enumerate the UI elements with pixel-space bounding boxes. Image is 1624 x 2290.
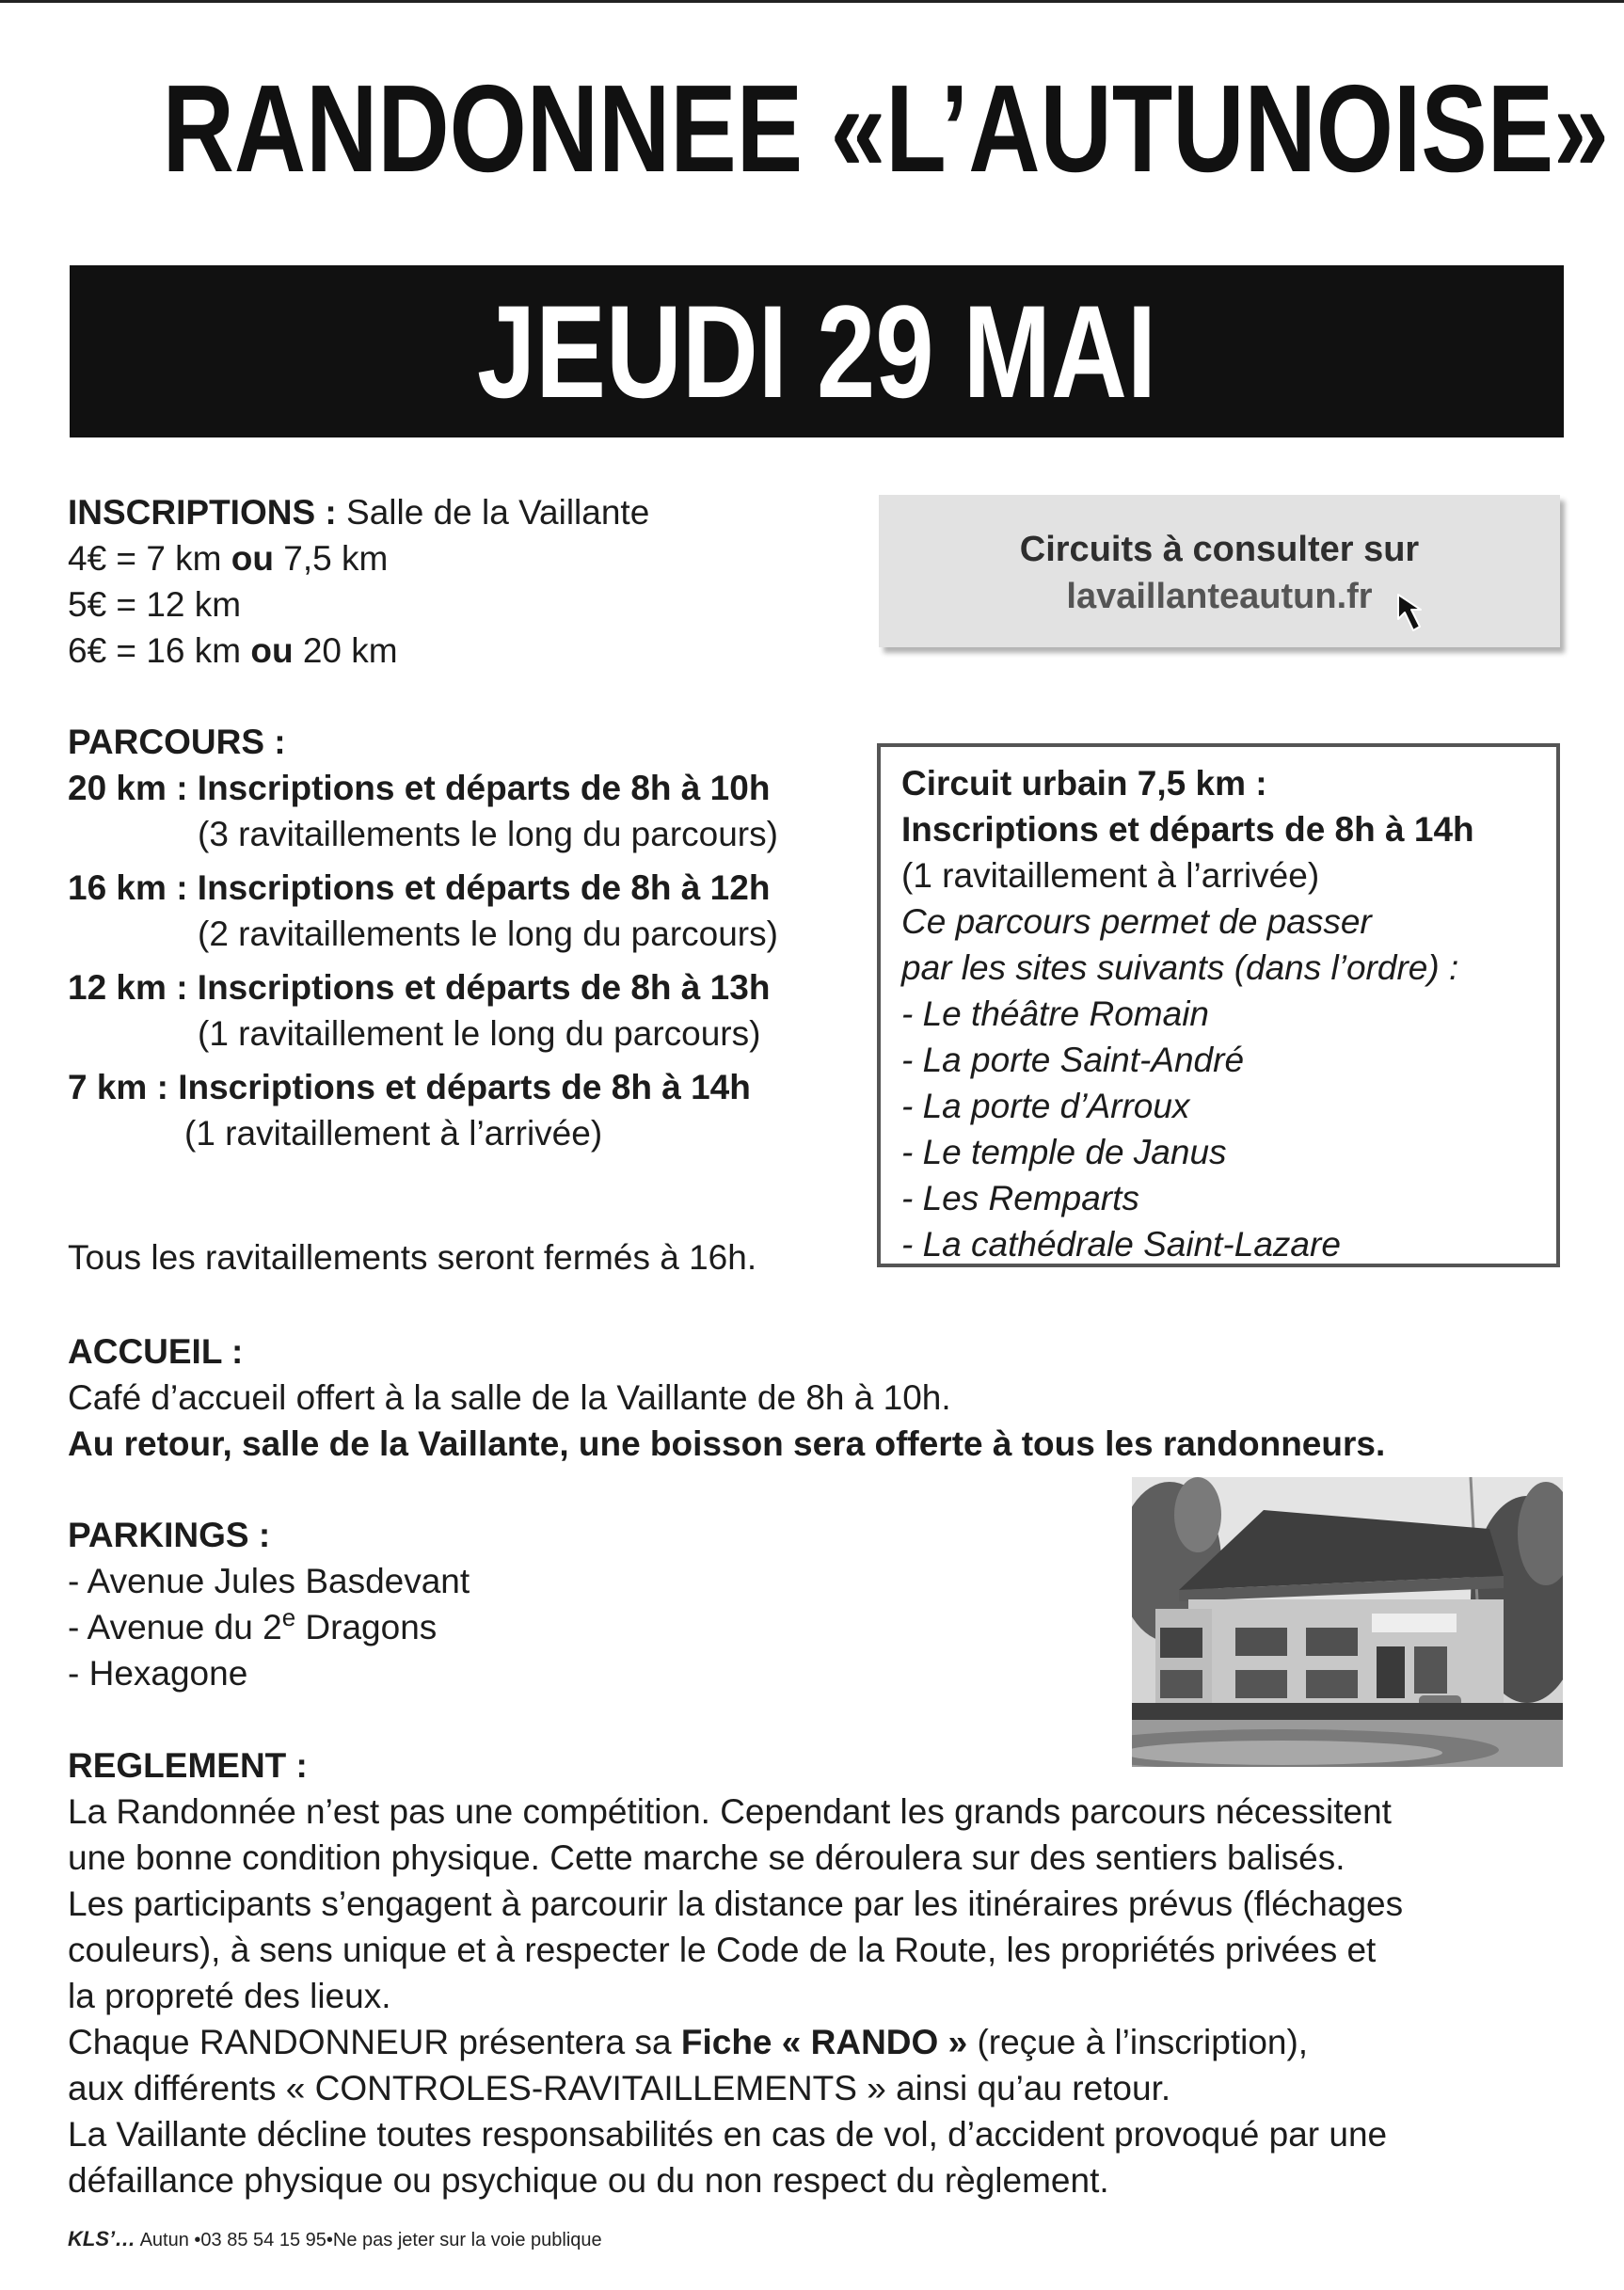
circuit-site: - Les Remparts — [901, 1179, 1139, 1217]
accueil-line: Au retour, salle de la Vaillante, une boisson sera offerte à tous les randonneurs. — [68, 1424, 1386, 1463]
circuit-subtitle: Inscriptions et départs de 8h à 14h — [901, 810, 1474, 849]
circuit-intro: Ce parcours permet de passer — [901, 902, 1372, 941]
reglement-line: couleurs), à sens unique et à respecter le Code de la Route, les propriétés privées et — [68, 1931, 1377, 1969]
parkings-heading: PARKINGS : — [68, 1516, 271, 1554]
event-date: JEUDI 29 MAI — [477, 278, 1156, 425]
reglement-line: la propreté des lieux. — [68, 1977, 391, 2015]
footer — [68, 2225, 602, 2254]
parcours-item-detail: (1 ravitaillement à l’arrivée) — [184, 1114, 603, 1153]
website-callout — [879, 495, 1560, 647]
footer-notice: Ne pas jeter sur la voie publique — [332, 2230, 602, 2250]
price-line: 4€ = 7 km ou 7,5 km — [68, 539, 389, 578]
parcours-heading: PARCOURS : — [68, 723, 286, 761]
parcours-note: Tous les ravitaillements seront fermés à 16h. — [68, 1238, 757, 1277]
parcours-item-title: 12 km : Inscriptions et départs de 8h à 13h — [68, 968, 771, 1007]
date-banner — [70, 265, 1564, 437]
circuit-site: - La cathédrale Saint-Lazare — [901, 1225, 1341, 1264]
parcours-item-detail: (1 ravitaillement le long du parcours) — [198, 1014, 761, 1053]
reglement-line: Chaque RANDONNEUR présentera sa Fiche « RANDO » (reçue à l’inscription), — [68, 2023, 1309, 2061]
price-line: 6€ = 16 km ou 20 km — [68, 631, 398, 670]
page-title: RANDONNEE «L’AUTUNOISE» — [162, 59, 1609, 198]
reglement-line: La Randonnée n’est pas une compétition. Cependant les grands parcours nécessitent — [68, 1792, 1392, 1831]
reglement-line: La Vaillante décline toutes responsabilités en cas de vol, d’accident provoqué par une — [68, 2115, 1388, 2154]
inscriptions-label: INSCRIPTIONS : — [68, 493, 337, 532]
reglement-line: aux différents « CONTROLES-RAVITAILLEMENTS » ainsi qu’au retour. — [68, 2069, 1171, 2107]
parcours-item-detail: (2 ravitaillements le long du parcours) — [198, 914, 778, 953]
parcours-item-title: 16 km : Inscriptions et départs de 8h à 12h — [68, 868, 771, 907]
price-line: 5€ = 12 km — [68, 585, 242, 624]
footer-phone: 03 85 54 15 95 — [200, 2230, 326, 2250]
reglement-line: Les participants s’engagent à parcourir la distance par les itinéraires prévus (fléchages — [68, 1884, 1404, 1923]
accueil-heading: ACCUEIL : — [68, 1332, 244, 1371]
cursor-arrow-icon — [1394, 591, 1436, 636]
inscriptions-location: Salle de la Vaillante — [336, 493, 650, 532]
reglement-heading: REGLEMENT : — [68, 1746, 308, 1785]
website-link[interactable]: lavaillanteautun.fr — [1066, 577, 1373, 616]
inscriptions-heading — [68, 489, 649, 535]
parking-item: - Avenue Jules Basdevant — [68, 1562, 470, 1600]
circuit-site: - La porte Saint-André — [901, 1041, 1245, 1079]
parcours-item-title: 7 km : Inscriptions et départs de 8h à 14h — [68, 1068, 751, 1106]
venue-photo — [1132, 1477, 1563, 1767]
footer-city: Autun — [135, 2230, 189, 2250]
parcours-item-title: 20 km : Inscriptions et départs de 8h à 10h — [68, 769, 771, 807]
top-border-line — [0, 0, 1624, 3]
circuit-site: - La porte d’Arroux — [901, 1087, 1190, 1125]
parcours-item-detail: (3 ravitaillements le long du parcours) — [198, 815, 778, 853]
website-callout-text: Circuits à consulter sur — [1019, 530, 1420, 569]
reglement-line: une bonne condition physique. Cette marche se déroulera sur des sentiers balisés. — [68, 1838, 1345, 1877]
circuit-site: - Le théâtre Romain — [901, 994, 1210, 1033]
reglement-line: défaillance physique ou psychique ou du non respect du règlement. — [68, 2161, 1109, 2200]
circuit-title: Circuit urbain 7,5 km : — [901, 764, 1267, 803]
circuit-urbain-box — [877, 743, 1560, 1267]
parking-item: - Hexagone — [68, 1654, 248, 1693]
circuit-detail: (1 ravitaillement à l’arrivée) — [901, 856, 1320, 895]
parking-item: - Avenue du 2e Dragons — [68, 1603, 438, 1646]
accueil-line: Café d’accueil offert à la salle de la Vaillante de 8h à 10h. — [68, 1378, 951, 1417]
printer-logo: KLS’… — [68, 2227, 136, 2250]
bullet-separator: • — [194, 2230, 201, 2250]
circuit-intro: par les sites suivants (dans l’ordre) : — [901, 948, 1459, 987]
bullet-separator: • — [326, 2230, 333, 2250]
circuit-site: - Le temple de Janus — [901, 1133, 1227, 1171]
